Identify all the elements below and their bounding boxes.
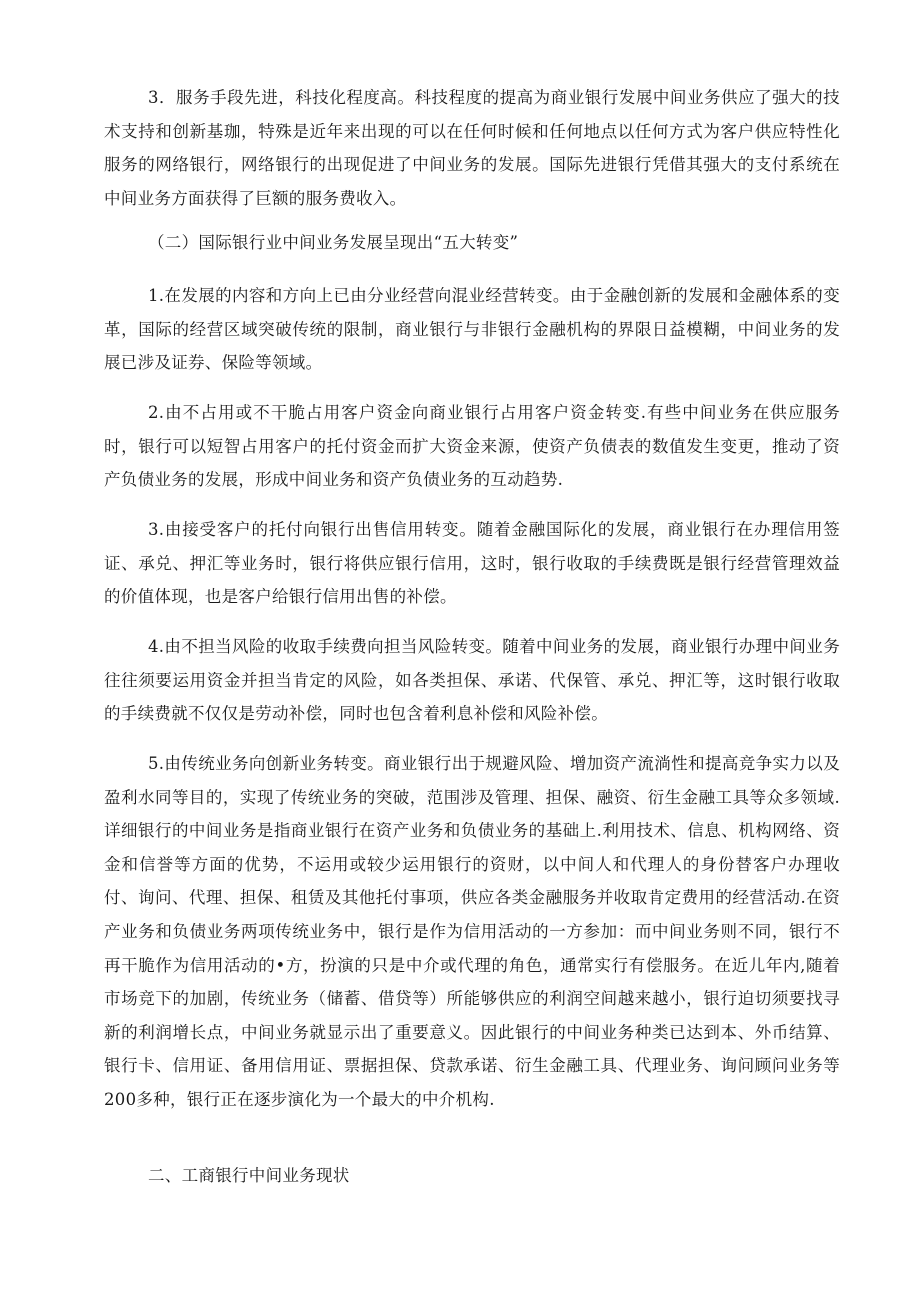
section-heading-five-transformations: （二）国际银行业中间业务发展呈现出“五大转变”	[148, 233, 519, 252]
paragraph-innovative-business: 5.由传统业务向创新业务转变。商业银行出于规避风险、增加资产流淌性和提高竞争实力以及盈利水同等目的，实现了传统业务的突破，范围涉及管理、担保、融资、衍生金融工具等众多领域.详细银行的中间业务是指商业银行在资产业务和负债业务的基础上.利用技术、信息、机构网络、资金和信誉等方面的优势，不运用或较少运用银行的资财，以中间人和代理人的身份替客户办理收付、询问、代理、担保、租赁及其他托付事项，供应各类金融服务并收取肯定费用的经营活动.在资产业务和负债业务两项传统业务中，银行是作为信用活动的一方参加：而中间业务则不同，银行不再干脆作为信用活动的•方，扮演的只是中介或代理的角色，通常实行有偿服务。在近儿年内,随着市场竞下的加剧，传统业务（储蓄、借贷等）所能够供应的利润空间越来越小，银行迫切须要找寻新的利润增长点，中间业务就显示出了重要意义。因此银行的中间业务种类已达到本、外币结算、银行卡、信用证、备用信用证、票据担保、贷款承诺、衍生金融工具、代理业务、询问顾问业务等200多种，银行正在逐步演化为一个最大的中介机构.	[104, 754, 840, 1109]
paragraph-service-technology: 3．服务手段先进，科技化程度高。科技程度的提高为商业银行发展中间业务供应了强大的技术支持和创新基珈，特殊是近年来出现的可以在任何时候和任何地点以任何方式为客户供应特性化服务的网络银行，网络银行的出现促进了中间业务的发展。国际先进银行凭借其强大的支付系统在中间业务方面获得了巨额的服务费收入。	[104, 88, 840, 208]
paragraph-selling-credit: 3.由接受客户的托付向银行出售信用转变。随着金融国际化的发展，商业银行在办理信用签证、承兑、押汇等业务时，银行将供应银行信用，这时，银行收取的手续费既是银行经营管理效益的价值体现，也是客户给银行信用出售的补偿。	[104, 520, 840, 607]
paragraph-customer-funds: 2.由不占用或不干脆占用客户资金向商业银行占用客户资金转变.有些中间业务在供应服务时，银行可以短智占用客户的托付资金而扩大资金来源，使资产负债表的数值发生变更，推动了资产负债业务的发展，形成中间业务和资产负债业务的互动趋势.	[104, 403, 840, 490]
paragraph-bearing-risk: 4.由不担当风险的收取手续费向担当风险转变。随着中间业务的发展，商业银行办理中间业务往往须要运用资金并担当肯定的风险，如各类担保、承诺、代保管、承兑、押汇等，这时银行收取的手续费就不仅仅是劳动补偿，同时也包含着利息补偿和风险补偿。	[104, 637, 840, 724]
paragraph-mixed-operation: 1.在发展的内容和方向上已由分业经营向混业经营转变。由于金融创新的发展和金融体系的变革，国际的经营区域突破传统的限制，商业银行与非银行金融机构的界限日益模糊，中间业务的发展已涉及证券、保险等领域。	[104, 286, 840, 373]
section-heading-icbc-status: 二、工商银行中间业务现状	[148, 1166, 350, 1185]
